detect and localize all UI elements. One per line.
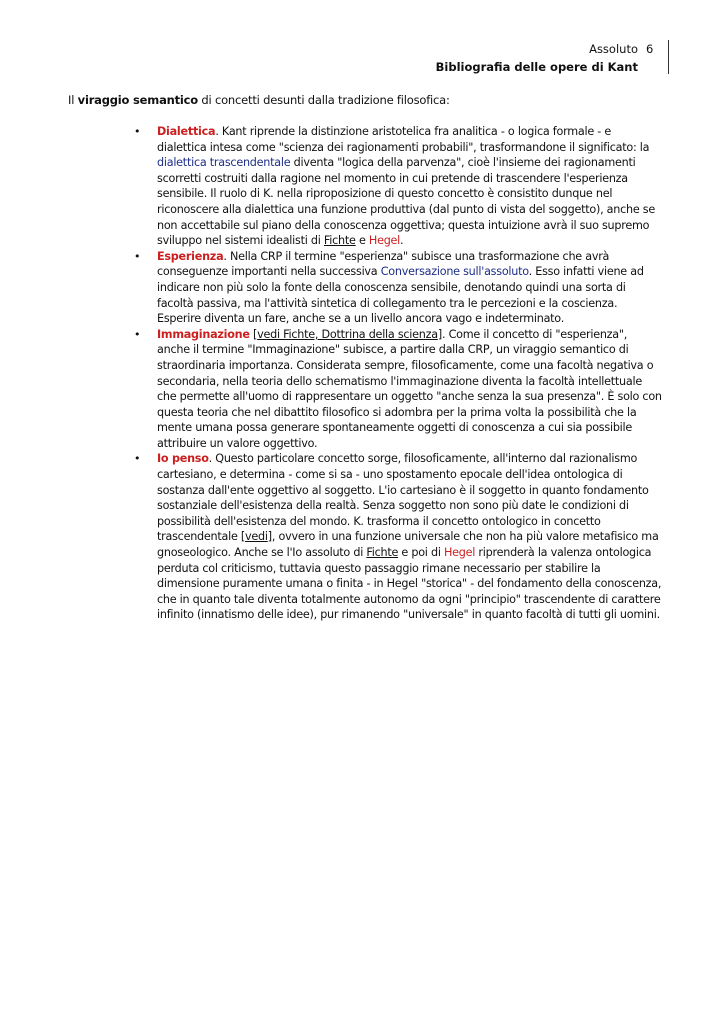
link-vedi[interactable]: vedi bbox=[245, 530, 268, 544]
intro-text-pre: Il bbox=[68, 93, 78, 107]
bullet-icon: • bbox=[134, 249, 141, 263]
list-item-immaginazione bbox=[126, 327, 662, 452]
item-text: . Nella CRP il termine "esperienza" subisce una trasformazione che avrà conseguenze importanti nella successiva bbox=[157, 249, 610, 279]
item-text: . bbox=[400, 234, 404, 248]
link-dialettica-trascendentale[interactable]: dialettica trascendentale bbox=[157, 156, 291, 170]
list-item-io-penso bbox=[126, 451, 662, 623]
item-text: ], ovvero in una funzione universale che non ha più valore metafisico ma gnoseologico. Anche se l'Io assoluto di bbox=[157, 530, 659, 560]
page-number: 6 bbox=[646, 42, 654, 56]
concept-list bbox=[126, 124, 662, 623]
item-text: riprenderà la valenza ontologica perduta col criticismo, tuttavia questo passaggio rimane necessario per stabilire la dimensione puramente umana o finita - in Hegel "storica" - del fondamento della conoscenza, che in quanto tale diventa totalmente autonomo da ogni "principio" trascendente di carattere infinito (innatismo delle idee), pur rimanendo "universale" in quanto facoltà di tutti gli uomini. bbox=[157, 546, 662, 622]
header-subtitle: Bibliografia delle opere di Kant bbox=[435, 60, 638, 74]
intro-paragraph bbox=[68, 92, 668, 108]
item-text: . Esso infatti viene ad indicare non più solo la fonte della conoscenza sensibile, denotando quindi una sorta di facoltà passiva, ma l'attività sintetica di collegamento tra le percezioni e la coscienza. Esperire diventa un fare, anche se a un livello ancora vago e indeterminato. bbox=[157, 265, 644, 326]
term-esperienza: Esperienza bbox=[157, 249, 224, 263]
intro-bold-term: viraggio semantico bbox=[77, 93, 198, 107]
link-conversazione-assoluto[interactable]: Conversazione sull'assoluto bbox=[380, 265, 529, 279]
term-io-penso: Io penso bbox=[157, 452, 209, 466]
bullet-icon: • bbox=[134, 327, 141, 341]
header-divider bbox=[668, 40, 669, 74]
link-vedi-fichte-dottrina[interactable]: vedi Fichte, Dottrina della scienza bbox=[257, 327, 438, 341]
link-hegel[interactable]: Hegel bbox=[368, 234, 401, 248]
item-text: ]. Come il concetto di "esperienza", anche il termine "Immaginazione" subisce, a partire dalla CRP, un viraggio semantico di straordinaria importanza. Considerata sempre, filosoficamente, come una facoltà negativa o secondaria, nella teoria dello schematismo l'immaginazione diventa la facoltà intellettuale che permette all'uomo di rappresentare un oggetto "anche senza la sua presenza". È solo con questa teoria che nel dibattito filosofico si adombra per la prima volta la possibilità che la mente umana possa generare spontaneamente oggetti di conoscenza a cui sia possibile attribuire un valore oggettivo. bbox=[157, 327, 662, 450]
item-text: diventa "logica della parvenza", cioè l'insieme dei ragionamenti scorretti costruiti dalla ragione nel momento in cui pretende di trascendere l'esperienza sensibile. Il ruolo di K. nella riproposizione di questo concetto è consistito dunque nel riconoscere alla dialettica una funzione produttiva (dal punto di vista del soggetto), anche se non accettabile sul piano della conoscenza oggettiva; questa intuizione avrà il suo supremo sviluppo nel sistemi idealisti di bbox=[157, 156, 656, 248]
link-fichte[interactable]: Fichte bbox=[323, 234, 356, 248]
item-text: . Kant riprende la distinzione aristotelica fra analitica - o logica formale - e dialettica intesa come "scienza dei ragionamenti probabili", trasformandone il significato: la bbox=[157, 125, 650, 154]
item-text: [ bbox=[249, 327, 258, 341]
item-text: e poi di bbox=[398, 546, 444, 560]
list-item-dialettica bbox=[126, 124, 662, 249]
link-fichte[interactable]: Fichte bbox=[366, 546, 399, 560]
list-item-esperienza bbox=[126, 249, 662, 327]
page-header bbox=[436, 40, 668, 76]
intro-text-post: di concetti desunti dalla tradizione filosofica: bbox=[197, 93, 450, 107]
link-hegel[interactable]: Hegel bbox=[443, 546, 476, 560]
item-text: e bbox=[355, 234, 369, 248]
term-dialettica: Dialettica bbox=[157, 125, 216, 138]
bullet-icon: • bbox=[134, 125, 141, 138]
bullet-icon: • bbox=[134, 452, 141, 466]
header-section-title: Assoluto bbox=[589, 42, 638, 56]
item-text: . Questo particolare concetto sorge, filosoficamente, all'interno dal razionalismo cartesiano, e determina - come si sa - uno spostamento epocale dell'idea ontologica di sostanza dall'ente oggettivo al soggetto. L'io cartesiano è il soggetto in quanto fondamento sostanziale dell'esistenza della realtà. Senza soggetto non sono più date le condizioni di possibilità dell'esistenza del mondo. K. trasforma il concetto ontologico in concetto trascendentale [ bbox=[157, 452, 649, 544]
term-immaginazione: Immaginazione bbox=[157, 327, 250, 341]
